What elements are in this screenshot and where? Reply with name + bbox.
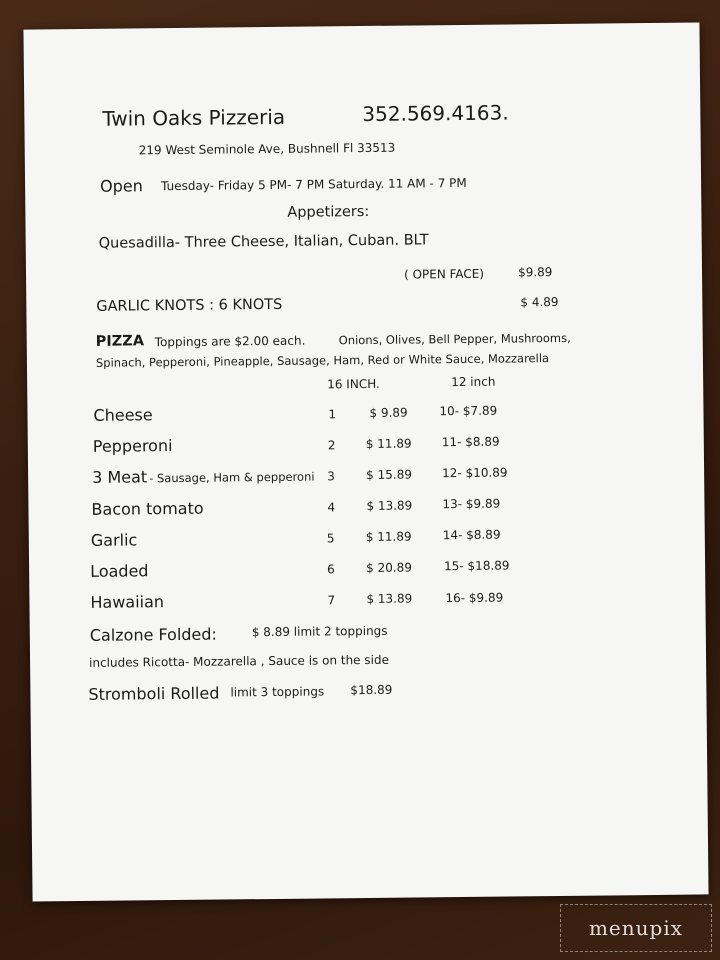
pizza-item-name: Hawaiian <box>90 592 165 612</box>
hours-label: Open <box>99 176 143 196</box>
pizza-item-price-16: $ 13.89 <box>366 591 413 607</box>
calzone-name: Calzone Folded: <box>89 624 217 645</box>
pizza-item-price-16: $ 11.89 <box>365 529 412 545</box>
phone-number: 352.569.4163. <box>362 100 509 127</box>
pizza-item-name: Pepperoni <box>92 436 173 456</box>
pizza-item-price-12: 12- $10.89 <box>442 465 508 481</box>
quesadilla-line: Quesadilla- Three Cheese, Italian, Cuban. BLT <box>98 232 429 252</box>
toppings-line-2: Spinach, Pepperoni, Pineapple, Sausage, Ham, Red or White Sauce, Mozzarella <box>95 351 550 370</box>
calzone-includes: includes Ricotta- Mozzarella , Sauce is on the side <box>89 652 390 670</box>
open-face-label: ( OPEN FACE) <box>403 266 485 282</box>
hours-text: Tuesday- Friday 5 PM- 7 PM Saturday. 11 AM - 7 PM <box>161 175 467 194</box>
address: 219 West Seminole Ave, Bushnell Fl 33513 <box>138 140 396 158</box>
pizza-item-price-16: $ 13.89 <box>366 498 413 513</box>
pizza-item-price-12: 15- $18.89 <box>444 558 510 574</box>
pizza-item-number: 2 <box>327 438 336 453</box>
stromboli-name: Stromboli Rolled <box>88 683 220 704</box>
menu-sheet <box>23 22 708 901</box>
pizza-item-price-16: $ 15.89 <box>366 467 413 482</box>
garlic-knots: GARLIC KNOTS : 6 KNOTS <box>96 296 283 315</box>
pizza-item-number: 7 <box>327 593 336 608</box>
pizza-item-price-16: $ 20.89 <box>366 560 412 576</box>
pizza-item-price-12: 13- $9.89 <box>442 496 501 512</box>
pizza-item-number: 6 <box>327 562 335 577</box>
pizza-item-number: 4 <box>327 500 336 515</box>
pizza-item-name: Cheese <box>93 405 153 425</box>
pizza-item-number: 5 <box>326 531 335 546</box>
pizza-item-price-12: 11- $8.89 <box>441 434 500 450</box>
toppings-line-1: Onions, Olives, Bell Pepper, Mushrooms, <box>338 330 571 348</box>
watermark-logo: menupix <box>560 904 712 952</box>
pizza-item-number: 3 <box>327 469 335 484</box>
stromboli-limit: limit 3 toppings <box>230 684 325 700</box>
column-16-inch: 16 INCH. <box>327 376 380 392</box>
pizza-item-number: 1 <box>328 407 337 422</box>
appetizers-heading: Appetizers: <box>287 203 370 221</box>
pizza-item-price-12: 10- $7.89 <box>439 403 498 419</box>
pizza-item-name: 3 Meat <box>92 467 148 487</box>
pizza-item-price-12: 16- $9.89 <box>445 590 504 606</box>
pizza-item-name: Garlic <box>90 530 138 550</box>
calzone-price: $ 8.89 limit 2 toppings <box>251 623 388 640</box>
pizza-item-price-16: $ 9.89 <box>369 405 408 420</box>
restaurant-name: Twin Oaks Pizzeria <box>102 104 286 131</box>
garlic-knots-price: $ 4.89 <box>520 294 559 310</box>
pizza-item-name: Bacon tomato <box>91 498 204 519</box>
pizza-item-price-16: $ 11.89 <box>365 436 412 452</box>
pizza-item-name: Loaded <box>90 561 149 581</box>
open-face-price: $9.89 <box>517 265 553 280</box>
column-12-inch: 12 inch <box>451 374 496 390</box>
pizza-heading: PIZZA <box>95 333 145 350</box>
pizza-item-price-12: 14- $8.89 <box>442 527 501 543</box>
stromboli-price: $18.89 <box>350 682 393 698</box>
toppings-intro: Toppings are $2.00 each. <box>154 333 306 350</box>
pizza-item-description: - Sausage, Ham & pepperoni <box>149 469 315 486</box>
